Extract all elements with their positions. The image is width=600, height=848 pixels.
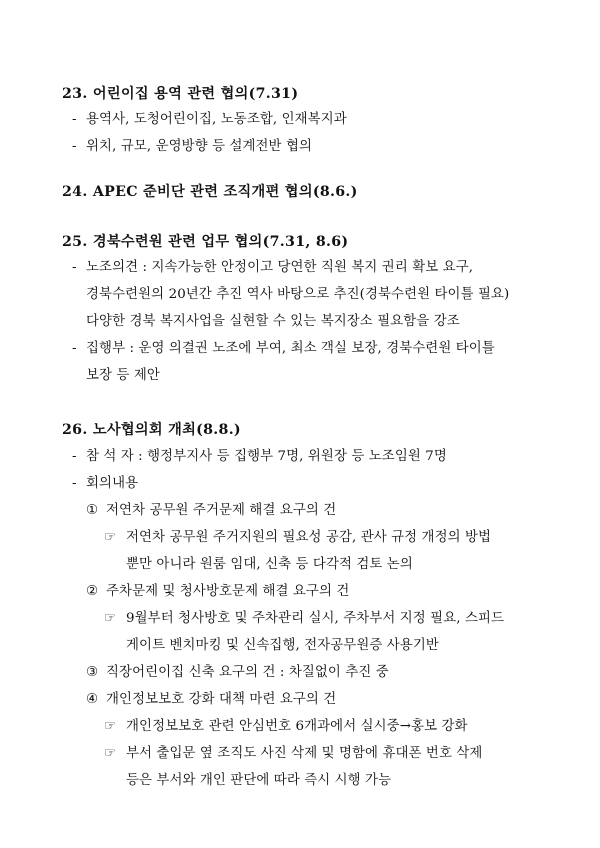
note-text: 저연차 공무원 주거지원의 필요성 공감, 관사 규정 개정의 방법 <box>126 530 492 545</box>
bullet-line <box>72 110 347 130</box>
note-line <box>104 528 491 548</box>
dash-marker: - <box>72 112 77 127</box>
bullet-text: 참 석 자 : 행정부지사 등 집행부 7명, 위원장 등 노조임원 7명 <box>86 449 447 464</box>
dash-marker: - <box>72 341 77 356</box>
section-heading-23: 23. 어린이집 용역 관련 협의(7.31) <box>62 86 299 102</box>
dash-marker: - <box>72 260 77 275</box>
note-text: 부서 출입문 옆 조직도 사진 삭제 및 명함에 휴대폰 번호 삭제 <box>126 746 483 761</box>
note-text: 개인정보보호 관련 안심번호 6개과에서 실시중→홍보 강화 <box>126 719 468 734</box>
note-line <box>104 717 468 737</box>
pointing-hand-icon: ☞ <box>104 530 117 545</box>
dash-marker: - <box>72 449 77 464</box>
note-continuation: 등은 부서와 개인 판단에 따라 즉시 시행 가능 <box>126 773 392 788</box>
numbered-item <box>86 690 336 710</box>
note-continuation: 게이트 벤치마킹 및 신속집행, 전자공무원증 사용기반 <box>126 638 439 653</box>
bullet-text: 위치, 규모, 운영방향 등 설계전반 협의 <box>86 139 313 154</box>
bullet-line <box>72 474 138 494</box>
numbered-item <box>86 582 349 602</box>
dash-marker: - <box>72 139 77 154</box>
pointing-hand-icon: ☞ <box>104 719 117 734</box>
bullet-continuation: 경북수련원의 20년간 추진 역사 바탕으로 추진(경북수련원 타이틀 필요) <box>86 287 510 302</box>
section-heading-26: 26. 노사협의회 개최(8.8.) <box>62 422 241 438</box>
bullet-line <box>72 339 495 359</box>
number-marker: ④ <box>86 692 99 707</box>
section-heading-24: 24. APEC 준비단 관련 조직개편 협의(8.6.) <box>62 184 358 200</box>
pointing-hand-icon: ☞ <box>104 611 117 626</box>
numbered-item <box>86 663 389 683</box>
note-line <box>104 744 482 764</box>
note-continuation: 뿐만 아니라 원룸 임대, 신축 등 다각적 검토 논의 <box>126 557 413 572</box>
bullet-continuation: 보장 등 제안 <box>86 368 160 383</box>
number-marker: ① <box>86 503 99 518</box>
note-line <box>104 609 504 629</box>
bullet-text: 용역사, 도청어린이집, 노동조합, 인재복지과 <box>86 112 347 127</box>
number-marker: ③ <box>86 665 99 680</box>
numbered-item <box>86 501 336 521</box>
bullet-continuation: 다양한 경북 복지사업을 실현할 수 있는 복지장소 필요함을 강조 <box>86 314 460 329</box>
bullet-text: 회의내용 <box>86 476 139 491</box>
section-heading-25: 25. 경북수련원 관련 업무 협의(7.31, 8.6) <box>62 234 349 250</box>
number-marker: ② <box>86 584 99 599</box>
item-text: 직장어린이집 신축 요구의 건 : 차질없이 추진 중 <box>106 665 389 680</box>
bullet-line <box>72 447 447 467</box>
bullet-line <box>72 258 473 278</box>
item-text: 저연차 공무원 주거문제 해결 요구의 건 <box>106 503 337 518</box>
item-text: 개인정보보호 강화 대책 마련 요구의 건 <box>106 692 337 707</box>
note-text: 9월부터 청사방호 및 주차관리 실시, 주차부서 지정 필요, 스피드 <box>126 611 505 626</box>
item-text: 주차문제 및 청사방호문제 해결 요구의 건 <box>106 584 350 599</box>
bullet-text: 집행부 : 운영 의결권 노조에 부여, 최소 객실 보장, 경북수련원 타이틀 <box>86 341 495 356</box>
bullet-text: 노조의견 : 지속가능한 안정이고 당연한 직원 복지 권리 확보 요구, <box>86 260 474 275</box>
bullet-line <box>72 137 312 157</box>
dash-marker: - <box>72 476 77 491</box>
pointing-hand-icon: ☞ <box>104 746 117 761</box>
